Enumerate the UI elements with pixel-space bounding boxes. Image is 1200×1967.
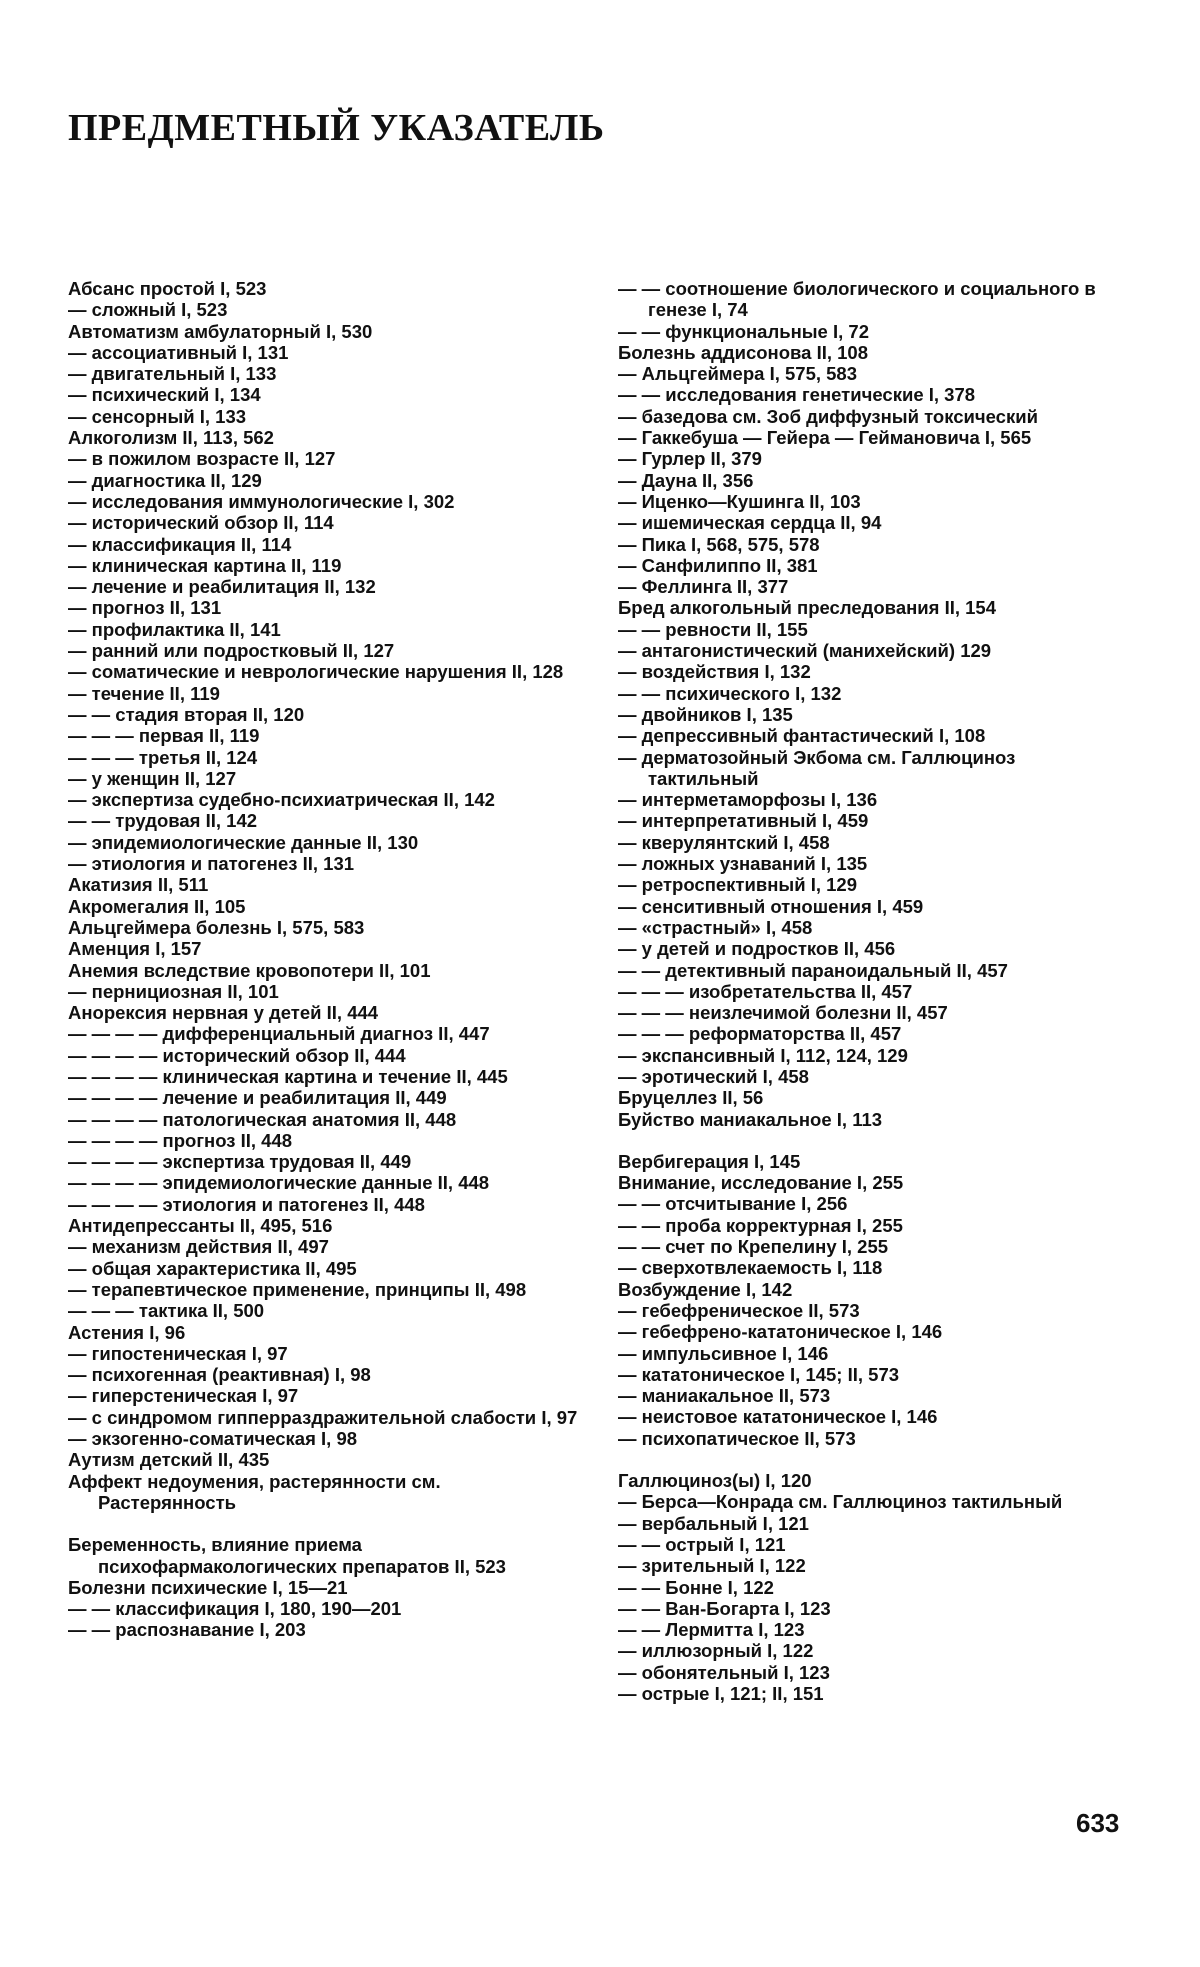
index-entry: — — — реформаторства II, 457 <box>618 1023 902 1045</box>
index-entry: — гебефрено-кататоническое I, 146 <box>618 1321 943 1343</box>
index-entry: — — распознавание I, 203 <box>68 1619 306 1641</box>
index-entry: — — классификация I, 180, 190—201 <box>68 1598 402 1620</box>
index-entry: — — счет по Крепелину I, 255 <box>618 1236 889 1258</box>
index-entry: — — острый I, 121 <box>618 1533 786 1555</box>
index-entry: — эпидемиологические данные II, 130 <box>68 831 419 853</box>
index-column-right <box>618 278 1130 1704</box>
index-entry: — — — — исторический обзор II, 444 <box>68 1044 406 1066</box>
index-entry: Абсанс простой I, 523 <box>68 278 267 299</box>
page-title: ПРЕДМЕТНЫЙ УКАЗАТЕЛЬ <box>68 107 605 149</box>
index-entry: Анемия вследствие кровопотери II, 101 <box>68 959 431 981</box>
index-entry: — вербальный I, 121 <box>618 1512 809 1534</box>
index-entry: Астения I, 96 <box>68 1321 186 1343</box>
index-column-left <box>68 278 578 1641</box>
index-entry: — интерметаморфозы I, 136 <box>618 789 878 811</box>
index-entry: Внимание, исследование I, 255 <box>618 1172 904 1194</box>
index-entry: — — — неизлечимой болезни II, 457 <box>618 1002 948 1024</box>
index-entry: — — — — клиническая картина и течение II, 445 <box>68 1065 508 1087</box>
index-entry: — механизм действия II, 497 <box>68 1236 329 1258</box>
index-entry: — — — — лечение и реабилитация II, 449 <box>68 1087 447 1109</box>
index-entry: — психический I, 134 <box>68 384 261 406</box>
index-entry: — — — изобретательства II, 457 <box>618 980 913 1002</box>
index-entry: — прогноз II, 131 <box>68 597 222 619</box>
index-entry: — сенситивный отношения I, 459 <box>618 895 924 917</box>
index-entry: — сложный I, 523 <box>68 299 228 321</box>
index-entry: — течение II, 119 <box>68 682 220 704</box>
index-entry: — Гаккебуша — Гейера — Геймановича I, 565 <box>618 427 1032 449</box>
index-entry: — сверхотвлекаемость I, 118 <box>618 1257 883 1279</box>
index-entry: Беременность, влияние приема психофармакологических препаратов II, 523 <box>68 1534 506 1577</box>
index-entry: — профилактика II, 141 <box>68 618 281 640</box>
index-entry: — — ревности II, 155 <box>618 618 808 640</box>
index-entry: — ассоциативный I, 131 <box>68 341 289 363</box>
index-entry: — ложных узнаваний I, 135 <box>618 853 868 875</box>
index-entry: — экспансивный I, 112, 124, 129 <box>618 1044 908 1066</box>
index-entry: — интерпретативный I, 459 <box>618 810 869 832</box>
index-entry: — — — — экспертиза трудовая II, 449 <box>68 1151 412 1173</box>
index-entry: — у женщин II, 127 <box>68 767 237 789</box>
index-entry: — Феллинга II, 377 <box>618 576 789 598</box>
index-entry: — общая характеристика II, 495 <box>68 1257 357 1279</box>
index-entry: — ишемическая сердца II, 94 <box>618 512 882 534</box>
index-entry: — — исследования генетические I, 378 <box>618 384 976 406</box>
index-entry: Аменция I, 157 <box>68 938 202 960</box>
index-entry: — лечение и реабилитация II, 132 <box>68 576 376 598</box>
index-entry: — кверулянтский I, 458 <box>618 831 830 853</box>
index-entry: — клиническая картина II, 119 <box>68 554 342 576</box>
index-entry: — — — — эпидемиологические данные II, 448 <box>68 1172 490 1194</box>
index-entry: — эротический I, 458 <box>618 1065 809 1087</box>
index-entry: — терапевтическое применение, принципы II, 498 <box>68 1278 527 1300</box>
index-entry: Анорексия нервная у детей II, 444 <box>68 1002 379 1024</box>
index-entry: — экспертиза судебно-психиатрическая II, 142 <box>68 789 495 811</box>
index-entry: Альцгеймера болезнь I, 575, 583 <box>68 916 365 938</box>
index-entry: — с синдромом гипперраздражительной слабости I, 97 <box>68 1406 578 1428</box>
index-entry: — — соотношение биологического и социального в генезе I, 74 <box>618 278 1096 321</box>
index-entry: — — стадия вторая II, 120 <box>68 703 305 725</box>
index-entry: — — — третья II, 124 <box>68 746 258 768</box>
index-entry: — Санфилиппо II, 381 <box>618 554 818 576</box>
page-number: 633 <box>1076 1808 1120 1838</box>
index-entry: — — психического I, 132 <box>618 682 842 704</box>
index-entry: — кататоническое I, 145; II, 573 <box>618 1363 900 1385</box>
index-entry: — депрессивный фантастический I, 108 <box>618 725 986 747</box>
index-entry: — сенсорный I, 133 <box>68 405 247 427</box>
index-entry: Бруцеллез II, 56 <box>618 1087 764 1109</box>
index-entry: — гиперстеническая I, 97 <box>68 1385 299 1407</box>
index-entry: — маниакальное II, 573 <box>618 1385 831 1407</box>
index-entry: — Пика I, 568, 575, 578 <box>618 533 820 555</box>
index-entry: — зрительный I, 122 <box>618 1555 806 1577</box>
index-entry: — — детективный параноидальный II, 457 <box>618 959 1008 981</box>
index-entry: — — Бонне I, 122 <box>618 1576 774 1598</box>
index-entry: — — — первая II, 119 <box>68 725 260 747</box>
index-entry: Возбуждение I, 142 <box>618 1278 793 1300</box>
index-entry: — пернициозная II, 101 <box>68 980 279 1002</box>
index-entry: — — проба корректурная I, 255 <box>618 1214 903 1236</box>
index-entry: — психопатическое II, 573 <box>618 1427 856 1449</box>
index-entry: — — — тактика II, 500 <box>68 1300 265 1322</box>
index-entry: Антидепрессанты II, 495, 516 <box>68 1215 333 1237</box>
index-entry: Аутизм детский II, 435 <box>68 1449 270 1471</box>
index-entry: — — функциональные I, 72 <box>618 320 869 342</box>
index-entry: Аффект недоумения, растерянности см. Растерянность <box>68 1470 441 1513</box>
index-entry: Галлюциноз(ы) I, 120 <box>618 1470 812 1492</box>
index-entry: — дерматозойный Экбома см. Галлюциноз тактильный <box>618 746 1016 789</box>
index-entry: Буйство маниакальное I, 113 <box>618 1108 883 1130</box>
index-entry: — обонятельный I, 123 <box>618 1661 830 1683</box>
index-entry: — диагностика II, 129 <box>68 469 262 491</box>
index-entry: — — Ван-Богарта I, 123 <box>618 1597 831 1619</box>
index-entry: Акатизия II, 511 <box>68 874 209 896</box>
index-entry: Автоматизм амбулаторный I, 530 <box>68 320 373 342</box>
index-entry: — — — — дифференциальный диагноз II, 447 <box>68 1023 490 1045</box>
index-entry: — — — — прогноз II, 448 <box>68 1129 293 1151</box>
index-entry: — Берса—Конрада см. Галлюциноз тактильный <box>618 1491 1063 1513</box>
index-entry: — двойников I, 135 <box>618 703 793 725</box>
index-entry: — гипостеническая I, 97 <box>68 1342 288 1364</box>
index-entry: — гебефреническое II, 573 <box>618 1299 860 1321</box>
index-entry: — исследования иммунологические I, 302 <box>68 490 455 512</box>
index-entry: — исторический обзор II, 114 <box>68 512 334 534</box>
index-entry: — Дауна II, 356 <box>618 469 754 491</box>
index-entry: — психогенная (реактивная) I, 98 <box>68 1364 371 1386</box>
index-entry: — у детей и подростков II, 456 <box>618 938 896 960</box>
index-entry: — иллюзорный I, 122 <box>618 1640 814 1662</box>
index-entry: — воздействия I, 132 <box>618 661 811 683</box>
index-entry: Акромегалия II, 105 <box>68 895 246 917</box>
index-entry: — импульсивное I, 146 <box>618 1342 829 1364</box>
index-entry: — Гурлер II, 379 <box>618 448 762 470</box>
index-entry: — Альцгеймера I, 575, 583 <box>618 363 858 385</box>
index-entry: — ранний или подростковый II, 127 <box>68 640 395 662</box>
index-entry: Болезнь аддисонова II, 108 <box>618 341 869 363</box>
index-entry: — ретроспективный I, 129 <box>618 874 857 896</box>
index-entry: — антагонистический (манихейский) 129 <box>618 640 992 662</box>
index-entry: — неистовое кататоническое I, 146 <box>618 1406 938 1428</box>
index-entry: — экзогенно-соматическая I, 98 <box>68 1428 358 1450</box>
index-entry: — — Лермитта I, 123 <box>618 1619 805 1641</box>
index-entry: — — — — патологическая анатомия II, 448 <box>68 1108 457 1130</box>
index-entry: — — — — этиология и патогенез II, 448 <box>68 1193 425 1215</box>
index-entry: Вербигерация I, 145 <box>618 1150 801 1172</box>
index-entry: — двигательный I, 133 <box>68 363 277 385</box>
index-entry: — острые I, 121; II, 151 <box>618 1683 824 1704</box>
index-entry: — Иценко—Кушинга II, 103 <box>618 490 861 512</box>
index-entry: — соматические и неврологические нарушения II, 128 <box>68 661 564 683</box>
index-entry: — — трудовая II, 142 <box>68 810 258 832</box>
index-entry: Алкоголизм II, 113, 562 <box>68 427 274 449</box>
index-entry: — — отсчитывание I, 256 <box>618 1193 848 1215</box>
index-entry: Бред алкогольный преследования II, 154 <box>618 597 997 619</box>
index-entry: — в пожилом возрасте II, 127 <box>68 448 336 470</box>
index-entry: — этиология и патогенез II, 131 <box>68 853 355 875</box>
index-entry: — «страстный» I, 458 <box>618 916 813 938</box>
index-entry: — базедова см. Зоб диффузный токсический <box>618 405 1038 427</box>
index-entry: Болезни психические I, 15—21 <box>68 1576 348 1598</box>
index-entry: — классификация II, 114 <box>68 533 292 555</box>
